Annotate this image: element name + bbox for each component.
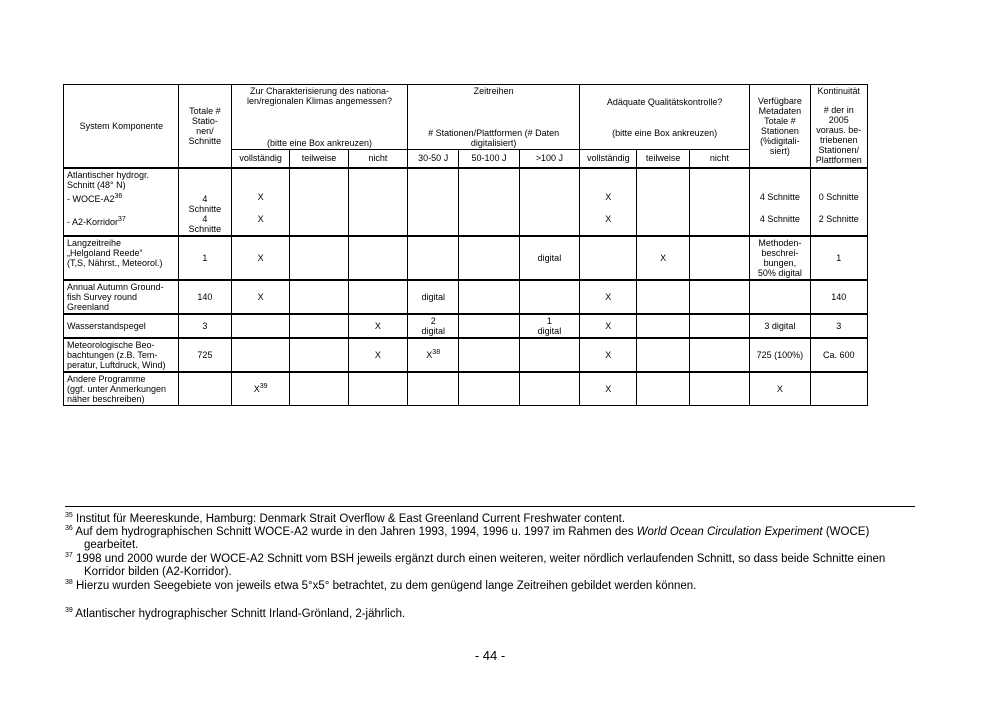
row-atlantic-continuity: 0 Schnitte 2 Schnitte — [810, 168, 867, 236]
footnote-38: $^{38}$ Hierzu wurden Seegebiete von jeweils etwa 5°x5° betrachtet, zu dem genügend lange Zeitreihen gebildet werden können. — [65, 579, 697, 592]
footnote-39: $^{39}$ Atlantischer hydrographischer Schnitt Irland-Grönland, 2-jährlich. — [65, 607, 406, 620]
header-climate-instruction: (bitte eine Box ankreuzen) — [266, 138, 373, 148]
header-quality-group — [580, 85, 750, 150]
row-meteorology-name: Meteorologische Beo- bachtungen (z.B. Tem- peratur, Luftdruck, Wind) — [64, 338, 179, 372]
header-metadata: Verfügbare Metadaten Totale # Stationen (%digitali- siert) — [750, 85, 810, 168]
header-quality-not: nicht — [689, 150, 749, 168]
header-total-stations: Totale # Statio- nen/ Schnitte — [178, 85, 231, 168]
header-timeseries-sub: # Stationen/Plattformen (# Daten digitalisiert) — [428, 128, 560, 148]
header-quality-instruction: (bitte eine Box ankreuzen) — [612, 127, 718, 138]
footnote-divider — [65, 506, 915, 507]
row-atlantic-name: Atlantischer hydrogr. Schnitt (48° N) - WOCE-$A2^{36}$ - A2-Korridor$^{37}$ — [64, 168, 179, 236]
table-row: Meteorologische Beo- bachtungen (z.B. Tem- peratur, Luftdruck, Wind) 725 X $X^{38}$ X 725 (100%) Ca. 600 — [64, 338, 868, 372]
header-system-component: System Komponente — [64, 85, 179, 168]
climate-observation-table — [63, 84, 868, 406]
header-ts-100: >100 J — [519, 150, 579, 168]
table-row — [64, 168, 868, 236]
header-quality-partial: teilweise — [637, 150, 689, 168]
row-atlantic-metadata: 4 Schnitte 4 Schnitte — [750, 168, 810, 236]
row-other-programmes-name: Andere Programme (ggf. unter Anmerkungen näher beschreiben) — [64, 372, 179, 406]
header-timeseries-group — [408, 85, 580, 150]
table-row: Langzeitreihe „Helgoland Reede“ (T,S, Nährst., Meteorol.) 1 X digital X Methoden- beschrei- bungen, 50% digital 1 — [64, 236, 868, 280]
footnote-35: $^{35}$ Institut für Meereskunde, Hamburg: Denmark Strait Overflow & East Greenland Current Freshwater content. — [65, 512, 626, 525]
row-atlantic-stations: 4 Schnitte 4 Schnitte — [178, 168, 231, 236]
table-row: Annual Autumn Ground- fish Survey round Greenland 140 X digital X 140 — [64, 280, 868, 314]
row-atlantic-quality-complete: X X — [580, 168, 637, 236]
header-climate-complete: vollständig — [231, 150, 289, 168]
footnote-36: $^{36}$ Auf dem hydrographischen Schnitt WOCE-A2 wurde in den Jahren 1993, 1994, 1996 u. 1997 im Rahmen des World Ocean Circulation Experiment (WOCE) gearbeitet. — [65, 525, 870, 551]
header-timeseries-title: Zeitreihen — [473, 86, 514, 96]
table-row: Andere Programme (ggf. unter Anmerkungen näher beschreiben) $X^{39}$ X X — [64, 372, 868, 406]
row-water-level-name: Wasserstandspegel — [64, 314, 179, 338]
header-ts-50-100: 50-100 J — [459, 150, 519, 168]
row-atlantic-climate-complete: X X — [231, 168, 289, 236]
row-groundfish-name: Annual Autumn Ground- fish Survey round Greenland — [64, 280, 179, 314]
header-climate-partial: teilweise — [290, 150, 348, 168]
footnote-37: $^{37}$ 1998 und 2000 wurde der WOCE-A2 Schnitt vom BSH jeweils ergänzt durch einen weiteren, weiter nördlich verlaufenden Schnitt, so dass beide Schnitte einen Korridor bilden (A2-Korridor). — [65, 552, 886, 578]
header-continuity — [810, 85, 867, 168]
header-quality-title: Adäquate Qualitätskontrolle? — [606, 96, 723, 107]
header-climate-not: nicht — [348, 150, 407, 168]
header-continuity-sub: # der in 2005 voraus. be- triebenen Stationen/ Plattformen — [815, 105, 862, 165]
page-number: - 44 - — [474, 648, 506, 663]
header-climate-group — [231, 85, 407, 150]
header-continuity-title: Kontinuität — [817, 86, 861, 96]
header-climate-title: Zur Charakterisierung des nationa- len/regionalen Klimas angemessen? — [246, 86, 393, 106]
header-ts-30-50: 30-50 J — [408, 150, 459, 168]
table-row: Wasserstandspegel 3 X 2 digital 1 digital X 3 digital 3 — [64, 314, 868, 338]
row-helgoland-name: Langzeitreihe „Helgoland Reede“ (T,S, Nährst., Meteorol.) — [64, 236, 179, 280]
header-quality-complete: vollständig — [580, 150, 637, 168]
